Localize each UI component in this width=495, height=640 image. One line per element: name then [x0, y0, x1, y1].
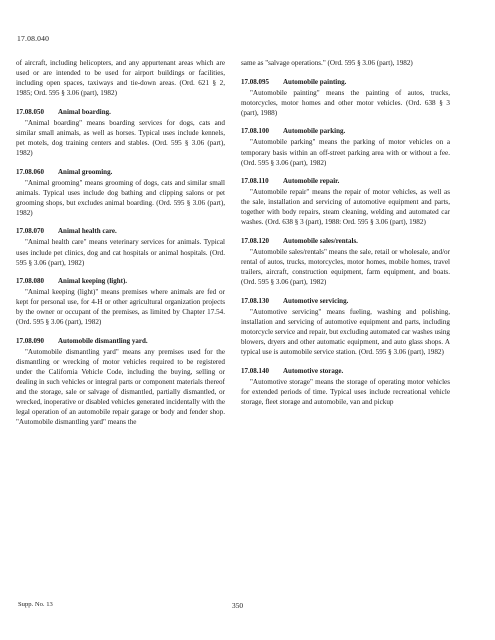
- section-title: Automotive storage.: [283, 366, 344, 375]
- section-number: 17.08.140: [241, 366, 269, 375]
- section-body: of aircraft, including helicopters, and any appurtenant areas which are used or are intended to be used for airport buildings or facilities, including open spaces, taxiways and tie-down areas. (Ord. 621 § 2, 1985; Ord. 595 § 3.06 (part), 1982): [16, 59, 225, 98]
- definition-section: [241, 296, 450, 357]
- section-heading: [241, 236, 450, 246]
- section-body: "Automobile repair" means the repair of motor vehicles, as well as the sale, installation and servicing of automotive equipment and parts, together with body repairs, steam cleaning, welding and automated car washes. (Ord. 638 § 3 (part), 1988: Ord. 595 § 3.06 (part), 1982): [241, 188, 450, 227]
- section-number: 17.08.060: [16, 167, 44, 176]
- continued-paragraph: [16, 58, 225, 98]
- section-body: "Automotive storage" means the storage of operating motor vehicles for extended periods of time. Typical uses include recreational vehicle storage, fleet storage and automobile, van and pickup: [241, 377, 450, 406]
- section-heading: [241, 126, 450, 136]
- section-number: 17.08.120: [241, 237, 269, 246]
- section-number: 17.08.130: [241, 296, 269, 305]
- section-title: Animal keeping (light).: [58, 277, 128, 286]
- section-title: Automobile sales/rentals.: [283, 237, 358, 246]
- section-number: 17.08.090: [16, 337, 44, 346]
- section-heading: [241, 77, 450, 87]
- section-body: "Automobile sales/rentals" means the sale, retail or wholesale, and/or rental of autos, trucks, motorcycles, motor homes, mobile homes, travel trailers, aircraft, construction equipment, farm equipment, and boats. (Ord. 595 § 3.06 (part), 1982): [241, 248, 450, 287]
- section-heading: [16, 167, 225, 177]
- section-heading: [241, 366, 450, 376]
- section-body: "Animal keeping (light)" means premises where animals are fed or kept for personal use, for 4-H or other agricultural organization projects by the owner or occupant of the premises, as limited by Chapter 17.54. (Ord. 595 § 3.06 (part), 1982): [16, 288, 225, 327]
- definition-section: [16, 226, 225, 267]
- left-column: [16, 58, 225, 436]
- section-body: "Animal grooming" means grooming of dogs, cats and similar small animals. Typical uses include dog bathing and clipping salons or pet grooming shops, but excludes animal boarding. (Ord. 595 § 3.06 (part), 1982): [16, 178, 225, 217]
- definition-section: [16, 276, 225, 327]
- definition-section: [241, 176, 450, 227]
- section-title: Automobile dismantling yard.: [58, 337, 148, 346]
- section-number: 17.08.050: [16, 107, 44, 116]
- section-number: 17.08.080: [16, 277, 44, 286]
- section-title: Animal grooming.: [58, 167, 113, 176]
- footer-supplement: Supp. No. 13: [18, 601, 53, 608]
- section-heading: [16, 276, 225, 286]
- definition-section: [16, 167, 225, 218]
- footer-page-number: 350: [232, 601, 244, 610]
- section-body: "Automobile parking" means the parking of motor vehicles on a temporary basis within an off-street parking area with or without a fee. (Ord. 595 § 3.06 (part), 1982): [241, 138, 450, 167]
- section-title: Automobile repair.: [283, 177, 340, 186]
- definition-section: [241, 236, 450, 287]
- continued-paragraph: [241, 58, 450, 68]
- section-title: Animal boarding.: [58, 107, 111, 116]
- section-number: 17.08.070: [16, 227, 44, 236]
- section-heading: [16, 107, 225, 117]
- section-title: Automobile painting.: [283, 77, 347, 86]
- section-body: "Animal health care" means veterinary services for animals. Typical uses include pet clinics, dog and cat hospitals or animal hospitals. (Ord. 595 § 3.06 (part), 1982): [16, 238, 225, 267]
- section-heading: [241, 296, 450, 306]
- section-number: 17.08.100: [241, 127, 269, 136]
- section-title: Automotive servicing.: [283, 296, 349, 305]
- section-heading: [16, 336, 225, 346]
- section-body: "Automotive servicing" means fueling, washing and polishing, installation and servicing of automotive equipment and parts, including motorcycle service and repair, but excluding automated car washes using blowers, dryers and other automatic equipment, and auto glass shops. A typical use is automobile service station. (Ord. 595 § 3.06 (part), 1982): [241, 307, 450, 357]
- section-number: 17.08.110: [241, 177, 269, 186]
- right-column: [241, 58, 450, 416]
- definition-section: [241, 366, 450, 407]
- section-body: "Animal boarding" means boarding services for dogs, cats and similar small animals, as well as horses. Typical uses include kennels, pet motels, dog training centers and stables. (Ord. 595 § 3.06 (part), 1982): [16, 118, 225, 157]
- definition-section: [16, 336, 225, 427]
- section-body: "Automobile dismantling yard" means any premises used for the dismantling or wrecking of motor vehicles required to be registered under the California Vehicle Code, including the buying, selling or dealing in such vehicles or integral parts or component materials thereof and the storage, sale or salvage of dismantled, partially dismantled, or wrecked, inoperative or disabled vehicles generated incidentally with the legal operation of an automobile repair garage or body and fender shop. "Automobile dismantling yard" means the: [16, 348, 225, 427]
- definition-section: [241, 77, 450, 118]
- definition-section: [16, 107, 225, 158]
- section-title: Automobile parking.: [283, 127, 346, 136]
- section-body: same as "salvage operations." (Ord. 595 § 3.06 (part), 1982): [241, 59, 413, 67]
- section-heading: [241, 176, 450, 186]
- section-number: 17.08.095: [241, 77, 269, 86]
- section-body: "Automobile painting" means the painting of autos, trucks, motorcycles, motor homes and other motor vehicles. (Ord. 638 § 3 (part), 1988): [241, 88, 450, 117]
- section-title: Animal health care.: [58, 227, 117, 236]
- page-header-code: 17.08.040: [17, 34, 50, 43]
- section-heading: [16, 226, 225, 236]
- definition-section: [241, 126, 450, 167]
